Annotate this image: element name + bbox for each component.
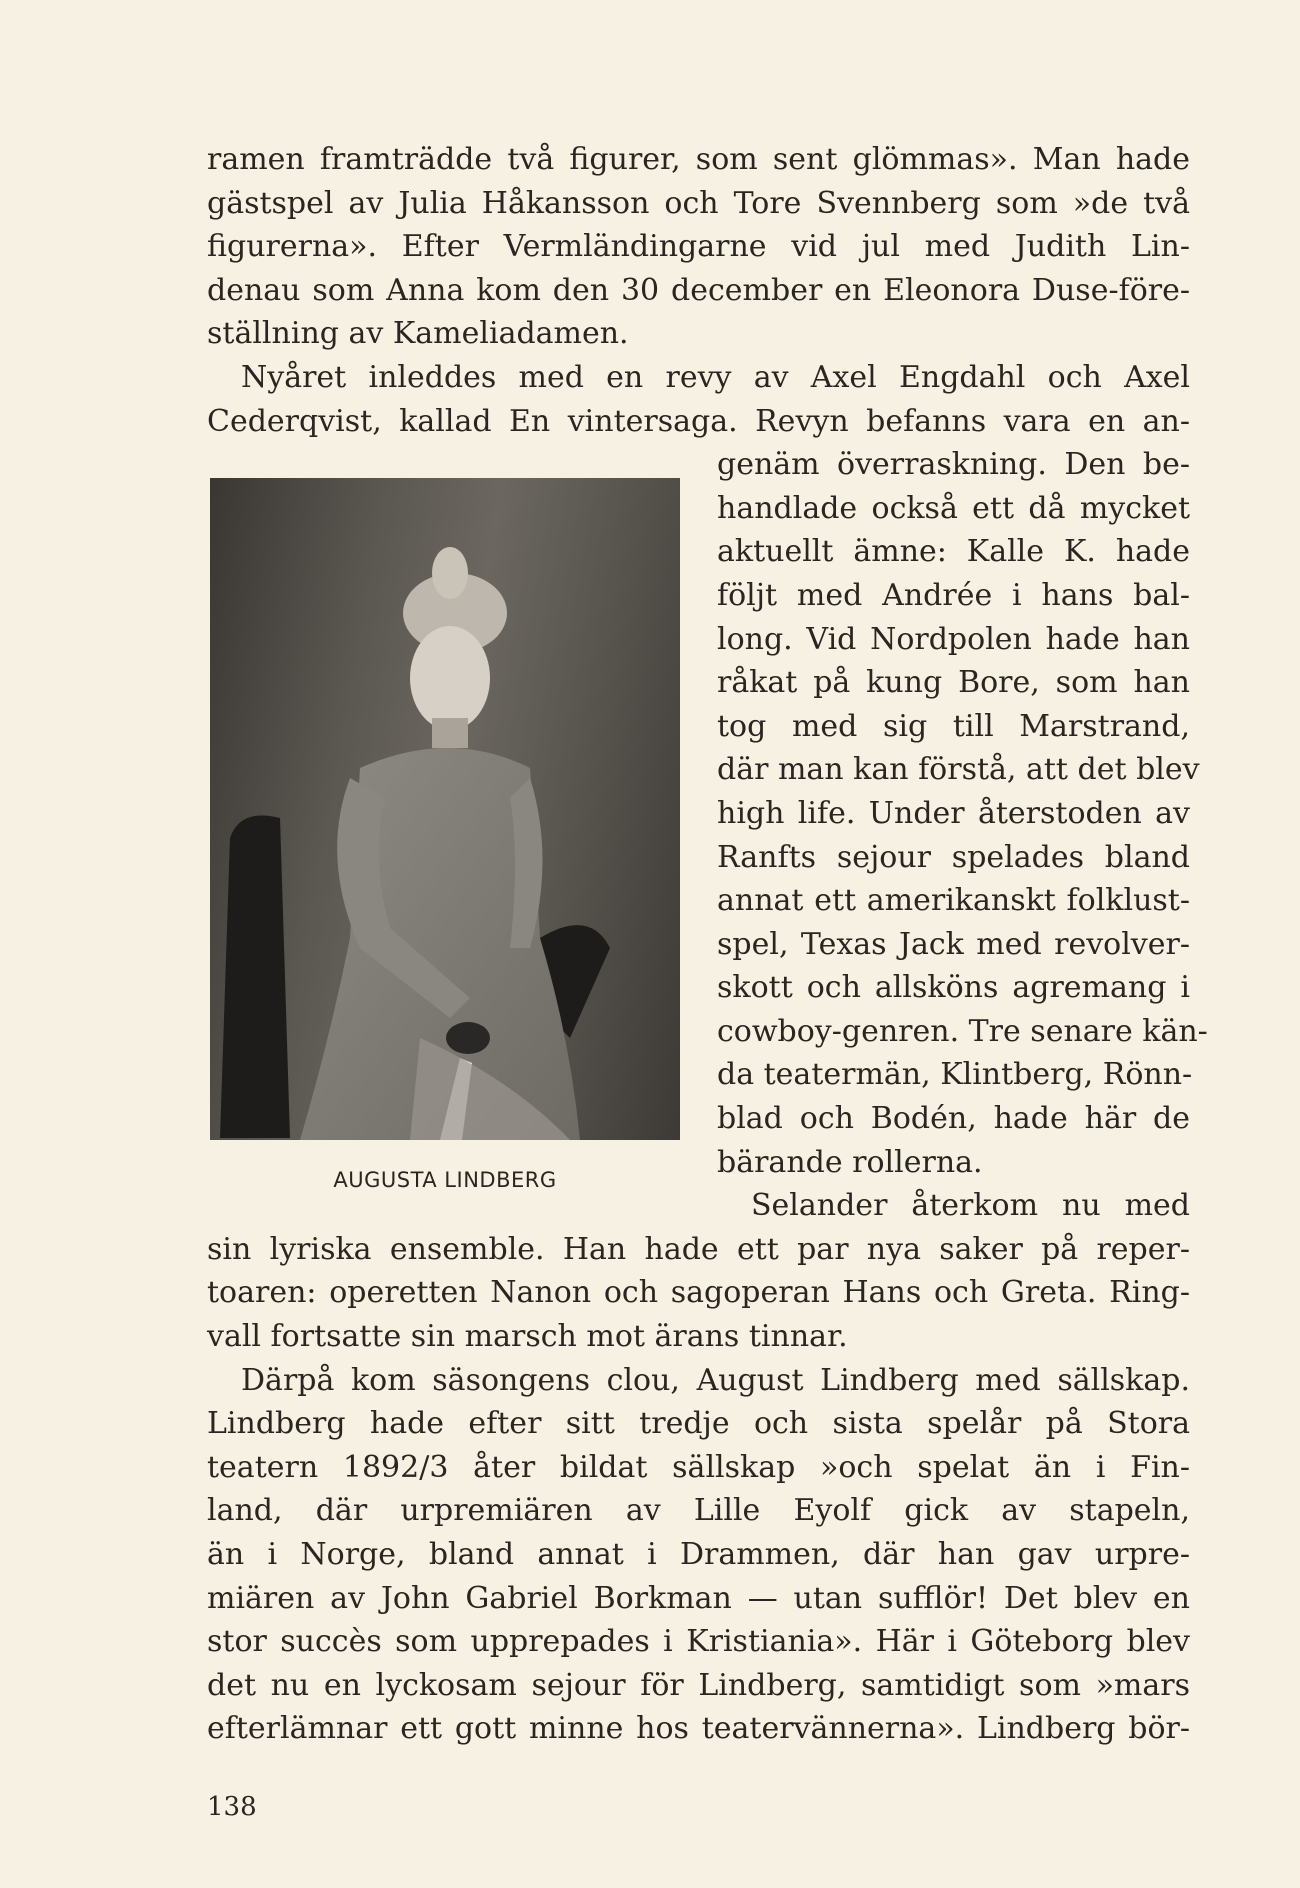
text-line: bärande rollerna. xyxy=(717,1144,983,1180)
text-line: än i Norge, bland annat i Drammen, där han gav urpre- xyxy=(207,1537,1190,1572)
figure-caption: AUGUSTA LINDBERG xyxy=(333,1168,557,1192)
text-line: Nyåret inleddes med en revy av Axel Engdahl och Axel xyxy=(241,359,1190,395)
text-line: följt med Andrée i hans bal- xyxy=(717,577,1190,613)
text-line: genäm överraskning. Den be- xyxy=(717,447,1190,483)
text-line: Lindberg hade efter sitt tredje och sista spelår på Stora xyxy=(207,1406,1190,1442)
text-line: efterlämnar ett gott minne hos teatervännerna». Lindberg bör- xyxy=(207,1711,1190,1747)
portrait-photo xyxy=(210,478,680,1140)
text-line: denau som Anna kom den 30 december en Eleonora Duse-före- xyxy=(207,272,1190,308)
text-line: Ranfts sejour spelades bland xyxy=(717,839,1190,875)
text-line: cowboy-genren. Tre senare kän- xyxy=(717,1013,1208,1049)
text-line: figurerna». Efter Vermländingarne vid jul med Judith Lin- xyxy=(207,229,1190,265)
text-line: blad och Bodén, hade här de xyxy=(717,1101,1190,1137)
page-number: 138 xyxy=(207,1792,257,1822)
text-line: det nu en lyckosam sejour för Lindberg, samtidigt som »mars xyxy=(207,1667,1190,1703)
text-line: long. Vid Nordpolen hade han xyxy=(717,621,1190,657)
text-line: Selander återkom nu med xyxy=(751,1188,1190,1224)
text-line: tog med sig till Marstrand, xyxy=(717,708,1190,744)
text-line: stor succès som upprepades i Kristiania». Här i Göteborg blev xyxy=(207,1624,1190,1660)
text-line: handlade också ett då mycket xyxy=(717,490,1190,526)
text-line: da teatermän, Klintberg, Rönn- xyxy=(717,1057,1193,1093)
portrait-illustration xyxy=(210,478,680,1140)
text-line: där man kan förstå, att det blev xyxy=(717,752,1200,788)
text-line: ramen framträdde två figurer, som sent glömmas». Man hade xyxy=(207,142,1190,177)
text-line: land, där urpremiären av Lille Eyolf gick av stapeln, xyxy=(207,1493,1190,1529)
text-line: spel, Texas Jack med revolver- xyxy=(717,926,1190,962)
text-line: teatern 1892/3 åter bildat sällskap »och spelat än i Fin- xyxy=(207,1449,1190,1485)
text-line: gästspel av Julia Håkansson och Tore Svennberg som »de två xyxy=(207,185,1190,221)
text-line: råkat på kung Bore, som han xyxy=(717,665,1190,701)
text-line: annat ett amerikanskt folklust- xyxy=(717,883,1190,919)
text-line: Därpå kom säsongens clou, August Lindberg med sällskap. xyxy=(241,1362,1190,1398)
text-line: miären av John Gabriel Borkman — utan sufflör! Det blev en xyxy=(207,1580,1190,1616)
text-line: skott och allsköns agremang i xyxy=(717,970,1190,1006)
text-line: ställning av Kameliadamen. xyxy=(207,316,629,352)
text-line: vall fortsatte sin marsch mot ärans tinnar. xyxy=(207,1319,848,1355)
text-line: aktuellt ämne: Kalle K. hade xyxy=(717,534,1190,570)
text-line: toaren: operetten Nanon och sagoperan Hans och Greta. Ring- xyxy=(207,1275,1190,1311)
text-line: sin lyriska ensemble. Han hade ett par nya saker på reper- xyxy=(207,1231,1190,1267)
text-line: high life. Under återstoden av xyxy=(717,795,1190,831)
text-line: Cederqvist, kallad En vintersaga. Revyn befanns vara en an- xyxy=(207,403,1190,439)
